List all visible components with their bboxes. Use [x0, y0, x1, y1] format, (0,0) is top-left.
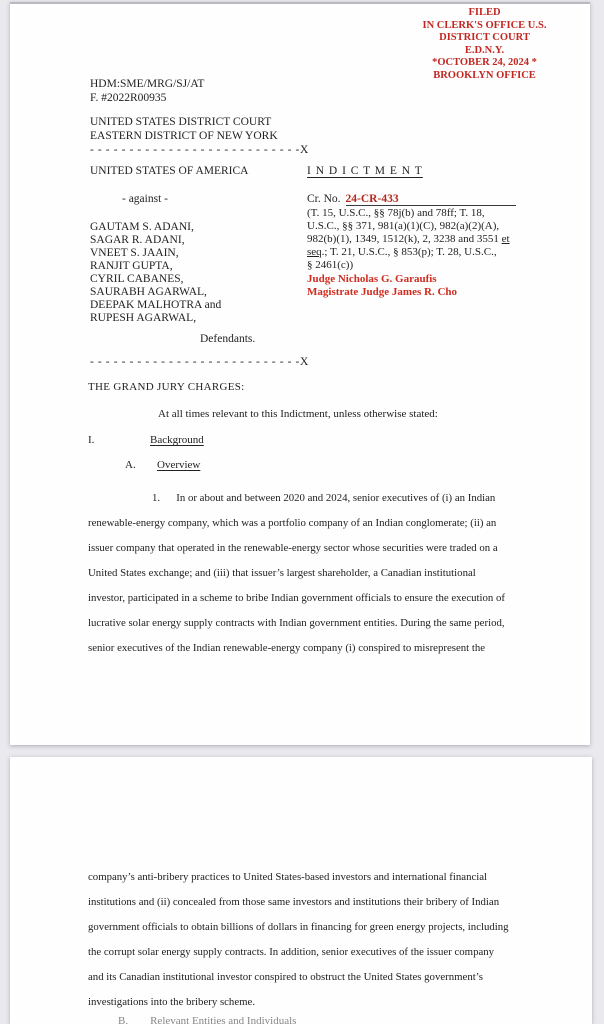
- filed-stamp-line: E.D.N.Y.: [464, 44, 505, 56]
- statute-citation-line: [307, 233, 569, 246]
- statute-citations: [307, 207, 569, 272]
- filed-stamp-line: *OCTOBER 24, 2024 *: [432, 57, 537, 68]
- court-name: UNITED STATES DISTRICT COURT: [90, 116, 272, 128]
- paragraph-1-line: United States exchange; and (iii) that issuer’s largest shareholder, a Canadian institutional: [88, 567, 476, 579]
- statute-citation-line-segment: 982(b)(1), 1349, 1512(k), 2, 3238 and 3551: [307, 233, 502, 245]
- caption-divider-bottom: - - - - - - - - - - - - - - - - - - - - - - - - - - -X: [90, 356, 309, 368]
- attorney-reference-block: [90, 78, 204, 105]
- paragraph-1-continued-line: company’s anti-bribery practices to United States-based investors and international financial: [88, 871, 488, 883]
- defendant-name: SAGAR R. ADANI,: [90, 234, 185, 246]
- indictment-title: I N D I C T M E N T: [307, 165, 423, 177]
- assigned-judge: Judge Nicholas G. Garaufis: [307, 273, 437, 285]
- defendant-name: RANJIT GUPTA,: [90, 260, 173, 272]
- defendants-label: Defendants.: [200, 333, 256, 345]
- paragraph-1-line: 1. In or about and between 2020 and 2024, senior executives of (i) an Indian: [152, 492, 496, 504]
- defendant-name-list: [90, 221, 221, 325]
- statute-citation-line: [307, 246, 569, 259]
- case-number-value: 24-CR-433: [345, 193, 399, 205]
- case-number-blank-line: [399, 193, 516, 205]
- paragraph-1-continued-line: and its Canadian institutional investor conspired to obstruct the United States government’s: [88, 971, 483, 983]
- section-number: I.: [88, 434, 95, 446]
- cutoff-subsection-letter: B.: [118, 1015, 129, 1024]
- defendant-name: VNEET S. JAAIN,: [90, 247, 179, 259]
- statute-citation-line-segment: .; T. 21, U.S.C., § 853(p); T. 28, U.S.C.,: [321, 246, 497, 258]
- indictment-intro-line: At all times relevant to this Indictment, unless otherwise stated:: [158, 408, 438, 420]
- cutoff-subsection-heading: [118, 1015, 296, 1024]
- statute-citation-line: § 2461(c)): [307, 259, 354, 271]
- case-number-label: Cr. No.: [307, 193, 341, 205]
- filed-stamp-line: BROOKLYN OFFICE: [433, 69, 536, 81]
- indictment-page-1: [10, 2, 590, 745]
- plaintiff-name: UNITED STATES OF AMERICA: [90, 165, 249, 177]
- defendant-name: RUPESH AGARWAL,: [90, 312, 197, 324]
- section-title-background: Background: [150, 434, 204, 446]
- defendant-name: GAUTAM S. ADANI,: [90, 221, 194, 233]
- filed-stamp-line: FILED: [468, 7, 501, 18]
- defendant-name: SAURABH AGARWAL,: [90, 286, 207, 298]
- statute-citation-line: U.S.C., §§ 371, 981(a)(1)(C), 982(a)(2)(A),: [307, 220, 500, 232]
- paragraph-1-continued-line: investigations into the bribery scheme.: [88, 996, 256, 1008]
- paragraph-1-continued-line: government officials to obtain billions of dollars in financing for green energy projects, including: [88, 921, 509, 933]
- paragraph-1-continued-text: [88, 865, 582, 1015]
- statute-citation-line: (T. 15, U.S.C., §§ 78j(b) and 78ff; T. 18,: [307, 207, 485, 219]
- case-number-line: [307, 193, 516, 206]
- file-number: F. #2022R00935: [90, 91, 167, 104]
- statute-citation-line-segment: et: [501, 233, 510, 245]
- paragraph-1-line: senior executives of the Indian renewable-energy company (i) conspired to misrepresent the: [88, 642, 486, 654]
- statute-citation-line-segment: seq: [307, 246, 322, 258]
- caption-divider-top: - - - - - - - - - - - - - - - - - - - - - - - - - - -X: [90, 144, 309, 156]
- paragraph-1-continued-line: institutions and (ii) concealed from those same investors and institutions their bribery of Indian: [88, 896, 500, 908]
- clerk-filed-stamp: [382, 7, 587, 82]
- grand-jury-charges-heading: THE GRAND JURY CHARGES:: [88, 381, 245, 393]
- paragraph-1-line: renewable-energy company, which was a portfolio company of an Indian conglomerate; (ii) an: [88, 517, 497, 529]
- attorney-initials: HDM:SME/MRG/SJ/AT: [90, 78, 205, 90]
- paragraph-1-continued-line: the corrupt solar energy supply contracts. In addition, senior executives of the issuer company: [88, 946, 495, 958]
- court-heading: [90, 115, 309, 157]
- indictment-page-2: [10, 757, 592, 1024]
- paragraph-1-line: lucrative solar energy supply contracts with Indian government entities. During the same period,: [88, 617, 505, 629]
- subsection-letter: A.: [125, 459, 136, 471]
- subsection-title-overview: Overview: [157, 459, 201, 471]
- assigned-magistrate-judge: Magistrate Judge James R. Cho: [307, 286, 458, 298]
- paragraph-1-line: issuer company that operated in the renewable-energy sector whose securities were traded on a: [88, 542, 498, 554]
- paragraph-1-text: [88, 486, 580, 661]
- defendant-name: CYRIL CABANES,: [90, 273, 184, 285]
- court-district: EASTERN DISTRICT OF NEW YORK: [90, 130, 278, 142]
- cutoff-subsection-title: Relevant Entities and Individuals: [150, 1015, 297, 1024]
- against-label: - against -: [122, 193, 168, 205]
- filed-stamp-line: DISTRICT COURT: [439, 32, 530, 43]
- paragraph-1-line: investor, participated in a scheme to bribe Indian government officials to ensure the execution of: [88, 592, 506, 604]
- defendant-name: DEEPAK MALHOTRA and: [90, 299, 222, 311]
- filed-stamp-line: IN CLERK'S OFFICE U.S.: [422, 19, 547, 31]
